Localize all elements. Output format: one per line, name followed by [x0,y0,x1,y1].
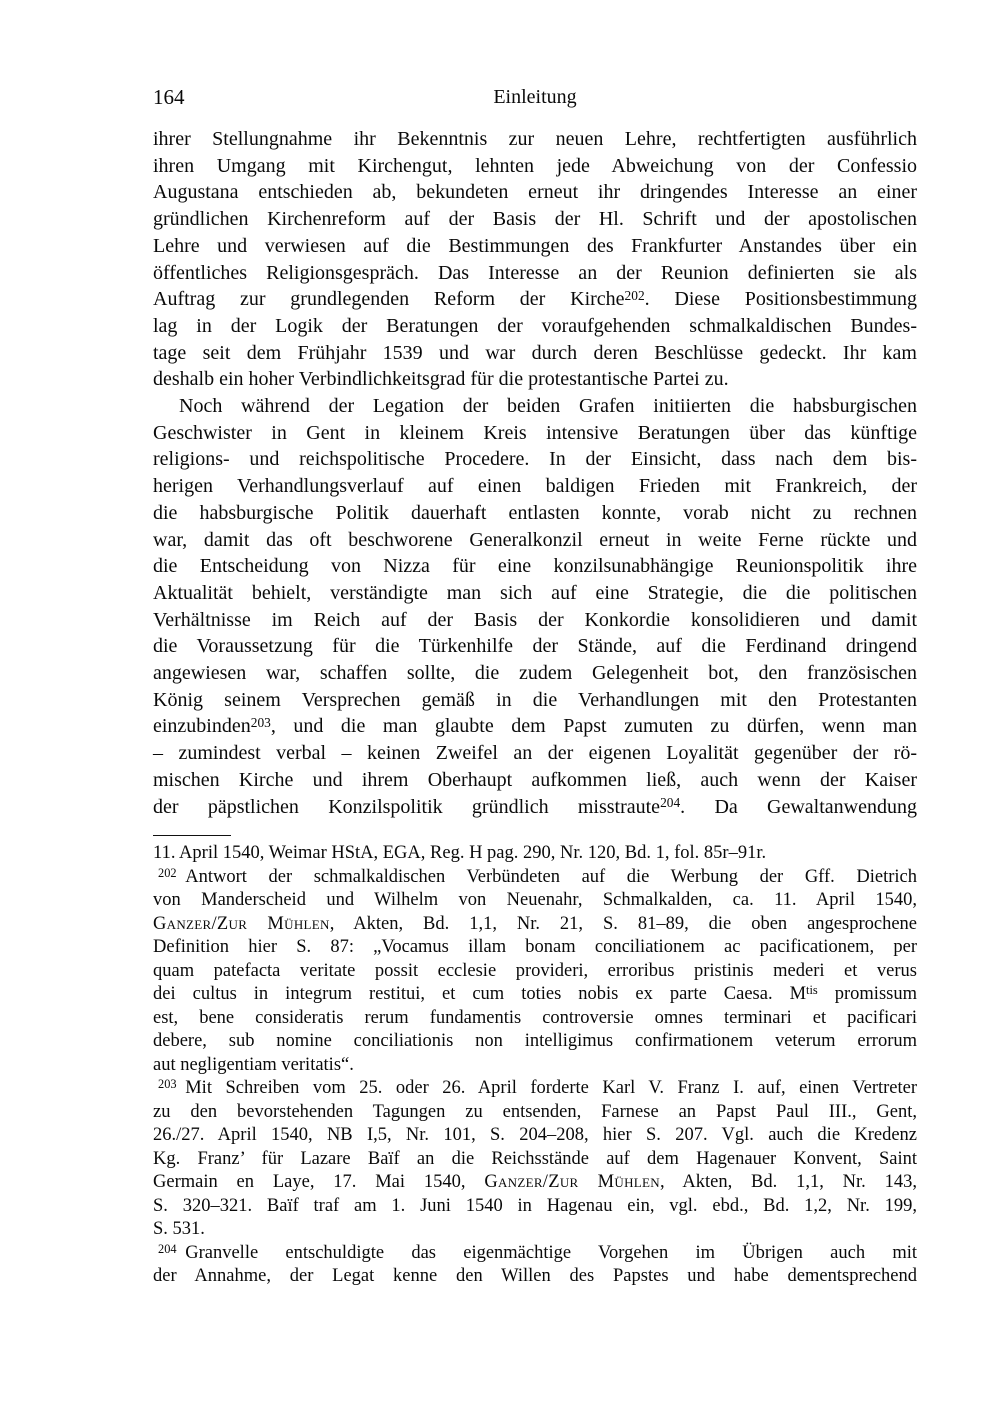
page-header [153,84,917,111]
text-line: S. 320–321. Baïf traf am 1. Juni 1540 in Hagenau ein, vgl. ebd., Bd. 1,2, Nr. 199, [153,1195,917,1216]
text-line: angewiesen war, schaffen sollte, die zudem Gelegenheit bot, den französischen [153,662,917,685]
text-line: zu den bevorstehenden Tagungen zu entsenden, Farnese an Papst Paul III., Gent, [153,1101,917,1122]
text-line: mischen Kirche und ihrem Oberhaupt aufkommen ließ, auch wenn der Kaiser [153,768,917,791]
text-line: religions- und reichspolitische Procedere. In der Einsicht, dass nach dem bis- [153,448,917,471]
text-line: aut negligentiam veritatis“. [153,1054,354,1075]
text-line: Noch während der Legation der beiden Grafen initiierten die habsburgischen [179,395,917,418]
footnote-separator-rule [153,835,231,836]
text-line: war, damit das oft beschworene Generalkonzil erneut in weite Ferne rückte und [153,528,917,551]
text-line: tage seit dem Frühjahr 1539 und war durch deren Beschlüsse gedeckt. Ihr kam [153,341,917,364]
text-line: est, bene consideratis rerum fundamentis controversie omnes terminari et pacificari [153,1007,917,1028]
footnote-reference: 203 [250,714,271,730]
text-line: herigen Verhandlungsverlauf auf einen baldigen Frieden mit Frankreich, der [153,475,917,498]
text-line: Geschwister in Gent in kleinem Kreis intensive Beratungen über das künftige [153,421,917,444]
text-line: die habsburgische Politik dauerhaft entlasten konnte, vorab nicht zu rechnen [153,501,917,524]
text-line: Ganzer/Zur Mühlen, Akten, Bd. 1,1, Nr. 21, S. 81–89, die oben angesprochene [153,913,918,934]
text-line: der päpstlichen Konzilspolitik gründlich misstraute$^{204}$. Da Gewaltanwendung [153,794,917,818]
footnote [153,842,917,866]
paragraph [153,393,917,820]
text-line: von Manderscheid und Wilhelm von Neuenahr, Schmalkalden, ca. 11. April 1540, [153,890,917,911]
body-text [153,126,917,820]
footnote-number: 203 [158,1077,177,1092]
running-head: Einleitung [493,86,577,108]
footnote-reference: 202 [624,287,645,303]
footnote-reference: 204 [660,794,681,810]
text-line: die Entscheidung von Nizza für eine konzilsunabhängige Reunionspolitik ihre [153,555,917,578]
footnote-number: 202 [158,865,177,880]
page-number: 164 [153,85,185,109]
footnote-number: 204 [158,1241,177,1256]
text-line: Verhältnisse im Reich auf der Basis der Konkordie konsolidieren und damit [153,608,917,631]
text-line: $^{204}$ Granvelle entschuldigte das eigenmächtige Vorgehen im Übrigen auch mit [153,1242,917,1266]
text-line: dei cultus in integrum restitui, et cum toties nobis ex parte Caesa. $M^{tis}$ promissum [153,983,917,1005]
text-line: ihrer Stellungnahme ihr Bekenntnis zur neuen Lehre, rechtfertigten ausführlich [153,128,917,150]
footnote [153,1077,917,1242]
text-line: Lehre und verwiesen auf die Bestimmungen des Frankfurter Anstandes über ein [153,234,917,257]
text-line: 11. April 1540, Weimar HStA, EGA, Reg. H pag. 290, Nr. 120, Bd. 1, fol. 85r–91r. [153,843,767,864]
text-line: Auftrag zur grundlegenden Reform der Kirche$^{202}$. Diese Positionsbestimmung [153,287,917,311]
text-line: Kg. Franz’ für Lazare Baïf an die Reichsstände auf dem Hagenauer Konvent, Saint [153,1148,917,1169]
text-line: ihren Umgang mit Kirchengut, lehnten jede Abweichung von der Confessio [153,154,917,177]
text-line: öffentliches Religionsgespräch. Das Interesse an der Reunion definierten sie als [153,261,917,284]
text-line: Augustana entschieden ab, bekundeten erneut ihr dringendes Interesse an einer [153,181,917,204]
text-line: Germain en Laye, 17. Mai 1540, Ganzer/Zur Mühlen, Akten, Bd. 1,1, Nr. 143, [153,1172,917,1193]
text-line: – zumindest verbal – keinen Zweifel an der eigenen Loyalität gegenüber der rö- [153,742,917,765]
paragraph [153,126,917,393]
text-line: die Voraussetzung für die Türkenhilfe der Stände, auf die Ferdinand dringend [153,635,917,658]
text-line: Definition hier S. 87: „Vocamus illam bonam conciliationem ac pacificationem, per [153,937,917,958]
author-name-small-caps: Ganzer/Zur Mühlen [153,913,330,934]
text-line: $^{202}$ Antwort der schmalkaldischen Verbündeten auf die Werbung der Gff. Dietrich [153,866,917,890]
text-line: Aktualität behielt, verständigte man sich auf eine Strategie, die die politischen [153,581,917,604]
text-line: gründlichen Kirchenreform auf der Basis der Hl. Schrift und der apostolischen [153,208,917,231]
text-line: $^{203}$ Mit Schreiben vom 25. oder 26. April forderte Karl V. Franz I. auf, einen Vertreter [153,1077,917,1101]
text-line: quam patefacta veritate possit ecclesie provideri, erroribus pristinis mederi et verus [153,960,917,981]
text-line: einzubinden$^{203}$, und die man glaubte dem Papst zumuten zu dürfen, wenn man [153,714,917,738]
text-line: S. 531. [153,1219,205,1240]
footnote-reference: tis [806,983,818,998]
text-line: debere, sub nomine conciliationis non intelligimus confirmationem veterum errorum [153,1031,917,1052]
author-name-small-caps: Ganzer/Zur Mühlen [484,1172,660,1193]
text-line: lag in der Logik der Beratungen der voraufgehenden schmalkaldischen Bundes- [153,314,917,337]
footnotes-section [153,842,917,1289]
text-line: 26./27. April 1540, NB I,5, Nr. 101, S. 204–208, hier S. 207. Vgl. auch die Kredenz [153,1125,917,1146]
footnote [153,1242,917,1289]
text-line: der Annahme, der Legat kenne den Willen des Papstes und habe dementsprechend [153,1266,917,1287]
footnote [153,866,917,1078]
text-line: König seinem Versprechen gemäß in die Verhandlungen mit den Protestanten [153,688,917,711]
text-line: deshalb ein hoher Verbindlichkeitsgrad für die protestantische Partei zu. [153,368,729,391]
